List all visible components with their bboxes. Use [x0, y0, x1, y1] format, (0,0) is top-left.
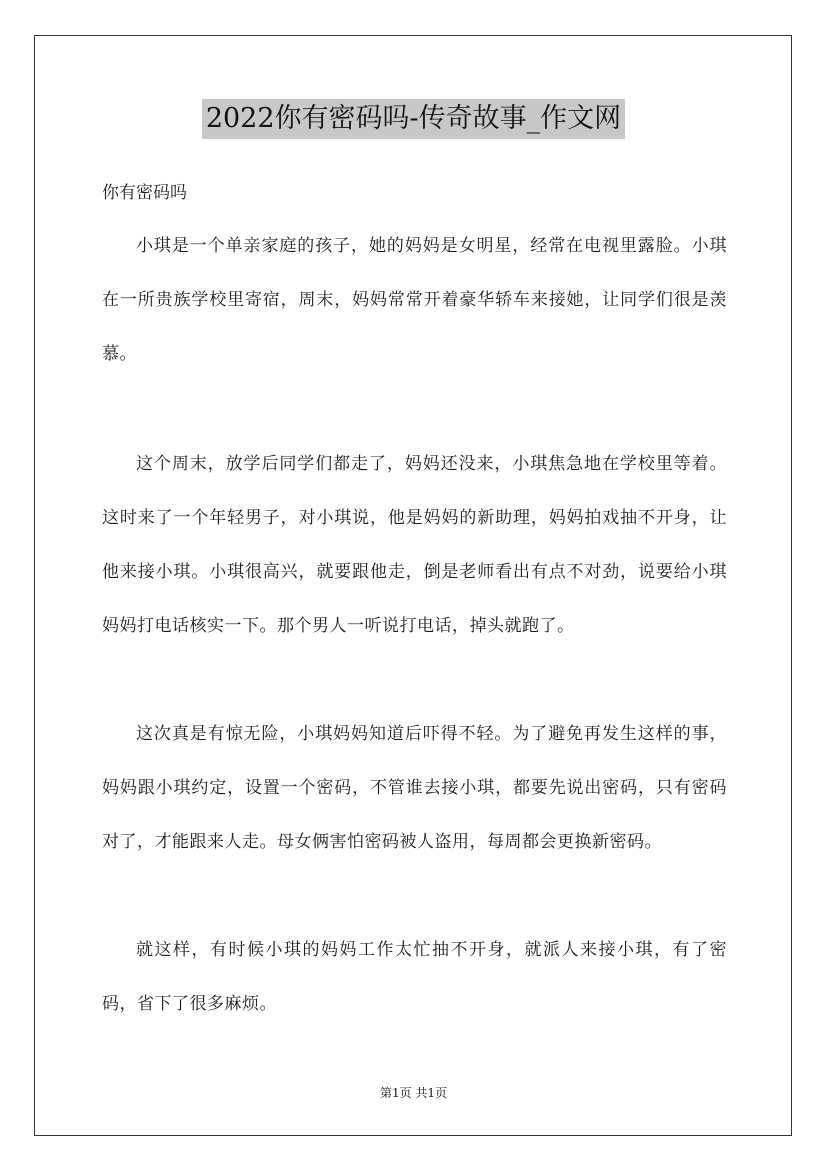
document-title: 2022你有密码吗-传奇故事_作文网	[202, 99, 625, 139]
paragraph-4: 就这样，有时候小琪的妈妈工作太忙抽不开身，就派人来接小琪，有了密码，省下了很多麻烦。	[102, 940, 727, 1014]
document-subtitle: 你有密码吗	[102, 183, 187, 203]
title-container	[0, 99, 827, 139]
page-footer: 第1页 共1页	[379, 1086, 448, 1100]
paragraph-1: 小琪是一个单亲家庭的孩子，她的妈妈是女明星，经常在电视里露脸。小琪在一所贵族学校里寄宿，周末，妈妈常常开着豪华轿车来接她，让同学们很是羡慕。	[102, 236, 727, 364]
paragraph-3: 这次真是有惊无险，小琪妈妈知道后吓得不轻。为了避免再发生这样的事，妈妈跟小琪约定，设置一个密码，不管谁去接小琪，都要先说出密码，只有密码对了，才能跟来人走。母女俩害怕密码被人盗用，每周都会更换新密码。	[102, 724, 727, 852]
paragraph-2: 这个周末，放学后同学们都走了，妈妈还没来，小琪焦急地在学校里等着。这时来了一个年轻男子，对小琪说，他是妈妈的新助理，妈妈拍戏抽不开身，让他来接小琪。小琪很高兴，就要跟他走，倒是老师看出有点不对劲，说要给小琪妈妈打电话核实一下。那个男人一听说打电话，掉头就跑了。	[102, 454, 727, 636]
